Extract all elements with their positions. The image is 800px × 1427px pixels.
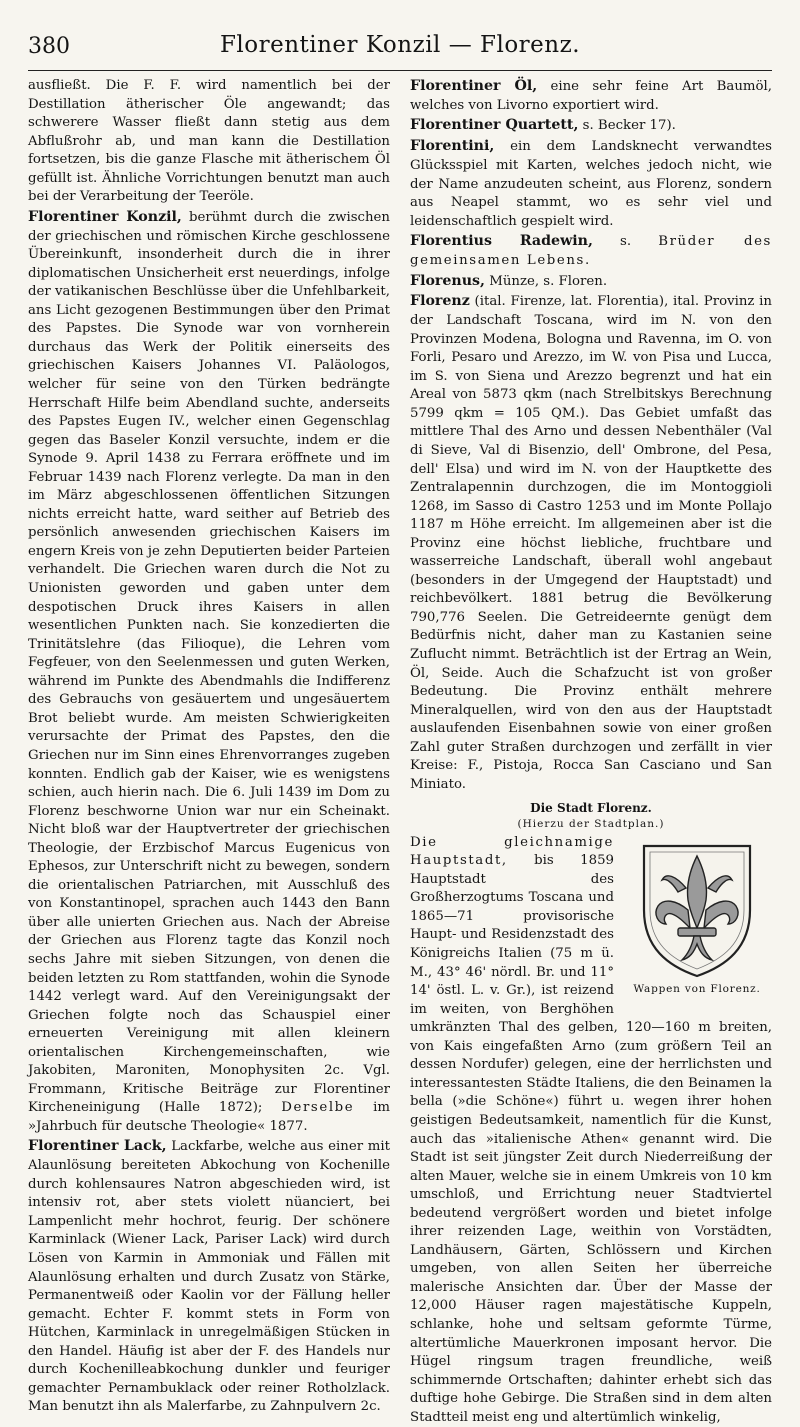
entry-florentiner-lack (28, 1137, 390, 1416)
entry-headword: Florentius Radewin, (410, 233, 593, 250)
page-header (28, 30, 772, 71)
coat-of-arms-figure (622, 840, 772, 999)
section-note: (Hierzu der Stadtplan.) (517, 818, 665, 831)
entry-text: berühmt durch die zwischen der griechischen und römischen Kirche geschlossene Übereinkunft, insonderheit durch die in ihrer diplomatischen Unsicherheit erst neuerdings, infolge der vatikanischen Beschlüsse über die Unfehlbarkeit, ans Licht gezogenen Bestimmungen über den Primat des Papstes. Die Synode war von vornherein durchaus das Werk der Politik einerseits des griechischen Kaisers Johannes VI. Paläologos, welcher für seine von den Türken bedrängte Herrschaft Hilfe beim Abendland suchte, anderseits des Papstes Eugen IV., welcher einen Gegenschlag gegen das Baseler Konzil versuchte, indem er die Synode 9. April 1438 zu Ferrara eröffnete und im Februar 1439 nach Florenz verlegte. Da man in den im März abgeschlossenen öffentlichen Sitzungen nichts erreicht hatte, ward seither auf Betrieb des persönlich anwesenden griechischen Kaisers im engern Kreis von je zehn Deputierten beider Parteien verhandelt. Die Griechen waren durch die Not zu Unionisten geworden und gaben unter dem despotischen Druck ihres Kaisers in allen wesentlichen Punkten nach. Sie konzedierten die Trinitätslehre (das Filioque), die Lehren vom Fegfeuer, von den Seelenmessen und guten Werken, während im Punkte des Abendmahls die Indifferenz des Gebrauchs von gesäuertem und ungesäuertem Brot beliebt wurde. Am meisten Schwierigkeiten verursachte der Primat des Papstes, den die Griechen nur im Sinn eines Ehrenvorranges zugeben konnten. Endlich gab der Kaiser, wie es wenigstens schien, auch hierin nach. Die 6. Juli 1439 im Dom zu Florenz beschworne Union war nur ein Scheinakt. Nicht bloß war der Hauptvertreter der griechischen Theologie, der Erzbischof Marcus Eugenicus von Ephesos, zur Unterschrift nicht zu bewegen, sondern die orientalischen Patriarchen, mit Ausschluß des von Konstantinopel, sprachen auch 1443 den Bann über alle unierten Griechen aus. Nach der Abreise der Griechen aus Florenz tagte das Konzil noch sechs Jahre mit sieben Sitzungen, von denen die beiden letzten zu Rom stattfanden, wohin die Synode 1442 verlegt ward. Auf den Vereinigungsakt der Griechen folgte noch das Schauspiel einer erneuerten Vereinigung mit allen kleinern orientalischen Kirchengemeinschaften, wie Jakobiten, Maroniten, Monophysiten 2c. Vgl. Frommann, Kritische Beiträge zur Florentiner Kircheneinigung (Halle 1872); (28, 209, 390, 1116)
entry-headword: Florentiner Konzil, (28, 208, 182, 225)
page-number: 380 (28, 34, 70, 59)
entry-headword: Florentiner Öl, (410, 78, 538, 94)
entry-text: (ital. Firenze, lat. Florentia), ital. Provinz in der Landschaft Toscana, wird im N. von den Provinzen Modena, Bologna und Ravenna, im O. von Forli, Pesaro und Arezzo, im W. von Pisa und Lucca, im S. von Siena und Arezzo begrenzt und hat ein Areal von 5873 qkm (nach Strelbitskys Berechnung 5799 qkm = 105 QM.). Das Gebiet umfaßt das mittlere Thal des Arno und dessen Nebenthäler (Val di Sieve, Val di Bisenzio, dell' Ombrone, del Pesa, dell' Elsa) und wird im N. von der Hauptkette des Zentralapennin durchzogen, die im Montoggioli 1268, im Sasso di Castro 1253 und im Monte Pollajo 1187 m Höhe erreicht. Im allgemeinen aber ist die Provinz eine höchst liebliche, fruchtbare und wasserreiche Landschaft, überall wohl angebaut (besonders in der Umgegend der Hauptstadt) und reichbevölkert. 1881 betrug die Bevölkerung 790,776 Seelen. Die Getreideernte genügt dem Bedürfnis nicht, daher man zu Kastanien seine Zuflucht nimmt. Beträchtlich ist der Ertrag an Wein, Öl, Seide. Auch die Schafzucht ist von großer Bedeutung. Die Provinz enthält mehrere Mineralquellen, wird von den aus der Hauptstadt auslaufenden Eisenbahnen sowie von einer großen Zahl guter Straßen durchzogen und zerfällt in vier Kreise: F., Pistoja, Rocca San Casciano und San Miniato. (410, 294, 772, 792)
section-heading: Die Stadt Florenz. (530, 801, 652, 816)
entry-text: im »Jahrbuch für deutsche Theologie« 1877. (28, 1100, 390, 1134)
figure-caption: Wappen von Florenz. (633, 982, 761, 995)
entry-florenus (410, 272, 772, 292)
entry-text-spaced: Brüder des gemeinsamen Lebens (410, 234, 772, 268)
entry-headword: Florenz (410, 293, 470, 310)
entry-text: Münze, s. Floren. (484, 273, 608, 289)
entry-florenz (410, 292, 772, 794)
two-column-body (28, 77, 772, 1427)
entry-florentiner-quartett (410, 116, 772, 136)
entry-text: Lackfarbe, welche aus einer mit Alaunlösung bereiteten Abkochung von Kochenille durch kohlensaures Natron abgeschieden wird, ist intensiv rot, aber stets violett nüanciert, bei Lampenlicht mehr hochrot, feurig. Der schönere Karminlack (Wiener Lack, Pariser Lack) wird durch Lösen von Karmin in Ammoniak und Fällen mit Alaunlösung erhalten und durch Zusatz von Stärke, Permanentweiß oder Kaolin vor der Fällung heller gemacht. Echter F. kommt stets in Form von Hütchen, Karminlack in unregelmäßigen Stücken in den Handel. Häufig ist aber der F. des Handels nur durch Kochenilleabkochung dunkler und feuriger gemachter Pernambuklack oder reiner Rotholzlack. Man benutzt ihn als Malerfarbe, zu Zahnpulvern 2c. (28, 1139, 390, 1415)
entry-text-spaced: Derselbe (281, 1100, 355, 1116)
entry-text: ein dem Landsknecht verwandtes Glücksspiel mit Karten, welches jedoch nicht, wie der Name anzudeuten scheint, aus Florenz, sondern aus Neapel stammt, wo es sehr viel und leidenschaftlich gespielt wird. (410, 139, 772, 229)
running-title: Florentiner Konzil — Florenz. (219, 32, 581, 58)
entry-florentius-radewin (410, 232, 772, 270)
right-column (410, 77, 772, 1427)
entry-florentiner-oel (410, 77, 772, 115)
entry-florentiner-konzil (28, 208, 390, 1137)
entry-headword: Florentini, (410, 138, 495, 155)
entry-text: bis 1859 Hauptstadt des Großherzogtums Toscana und 1865—71 provisorische Haupt- und Residenzstadt des Königreichs Italien (75 m ü. M., 43° 46' nördl. Br. und 11° 14' östl. L. v. Gr.), ist reizend im weiten, von Berghöhen umkränzten Thal des gelben, 120—160 m breiten, von Kais eingefaßten Arno (zum größern Teil an dessen Nordufer) gelegen, eine der herrlichsten und interessantesten Städte Italiens, die den Beinamen la bella (»die Schöne«) führt u. wegen ihrer hohen geistigen Bedeutsamkeit, namentlich für die Kunst, auch das »italienische Athen« genannt wird. Die Stadt ist seit jüngster Zeit durch Niederreißung der alten Mauer, welche sie in einem Umkreis von 10 km umschloß, und Errichtung neuer Stadtviertel bedeutend vergrößert worden und bietet infolge ihrer reizenden Lage, weithin von Vorstädten, Landhäusern, Gärten, Schlössern und Kirchen umgeben, von allen Seiten her überreiche malerische Ansichten dar. Über der Masse der 12,000 Häuser ragen majestätische Kuppeln, schlanke, hohe und seltsam geformte Türme, altertümliche Mauerkronen imposant hervor. Die Hügel ringsum tragen freundliche, weiß schimmernde Ortschaften; dahinter erhebt sich das duftige hohe Gebirge. Die Straßen sind in dem alten Stadtteil meist eng und altertümlich winkelig, (410, 853, 772, 1425)
entry-text: s. (592, 234, 659, 250)
entry-florentini (410, 137, 772, 231)
entry-text: . (584, 252, 590, 268)
entry-continuation: ausfließt. Die F. F. wird namentlich bei der Destillation ätherischer Öle angewandt; das schwerere Wasser fließt dann stetig aus dem Abflußrohr ab, und man kann die Destillation fortsetzen, bis die ganze Flasche mit ätherischem Öl gefüllt ist. Ähnliche Vorrichtungen benutzt man auch bei der Verarbeitung der Teeröle. (28, 78, 390, 205)
left-column (28, 77, 390, 1427)
entry-headword: Florentiner Lack, (28, 1138, 167, 1155)
entry-headword: Florenus, (410, 272, 485, 289)
entry-text: s. Becker 17). (578, 118, 676, 134)
entry-text-spaced: Die gleichnamige Hauptstadt, (410, 834, 614, 869)
fleur-de-lis-shield-icon (636, 840, 758, 980)
entry-text: eine sehr feine Art Baumöl, welches von Livorno exportiert wird. (410, 79, 772, 113)
entry-die-stadt (410, 834, 772, 1427)
entry-headword: Florentiner Quartett, (410, 117, 579, 134)
